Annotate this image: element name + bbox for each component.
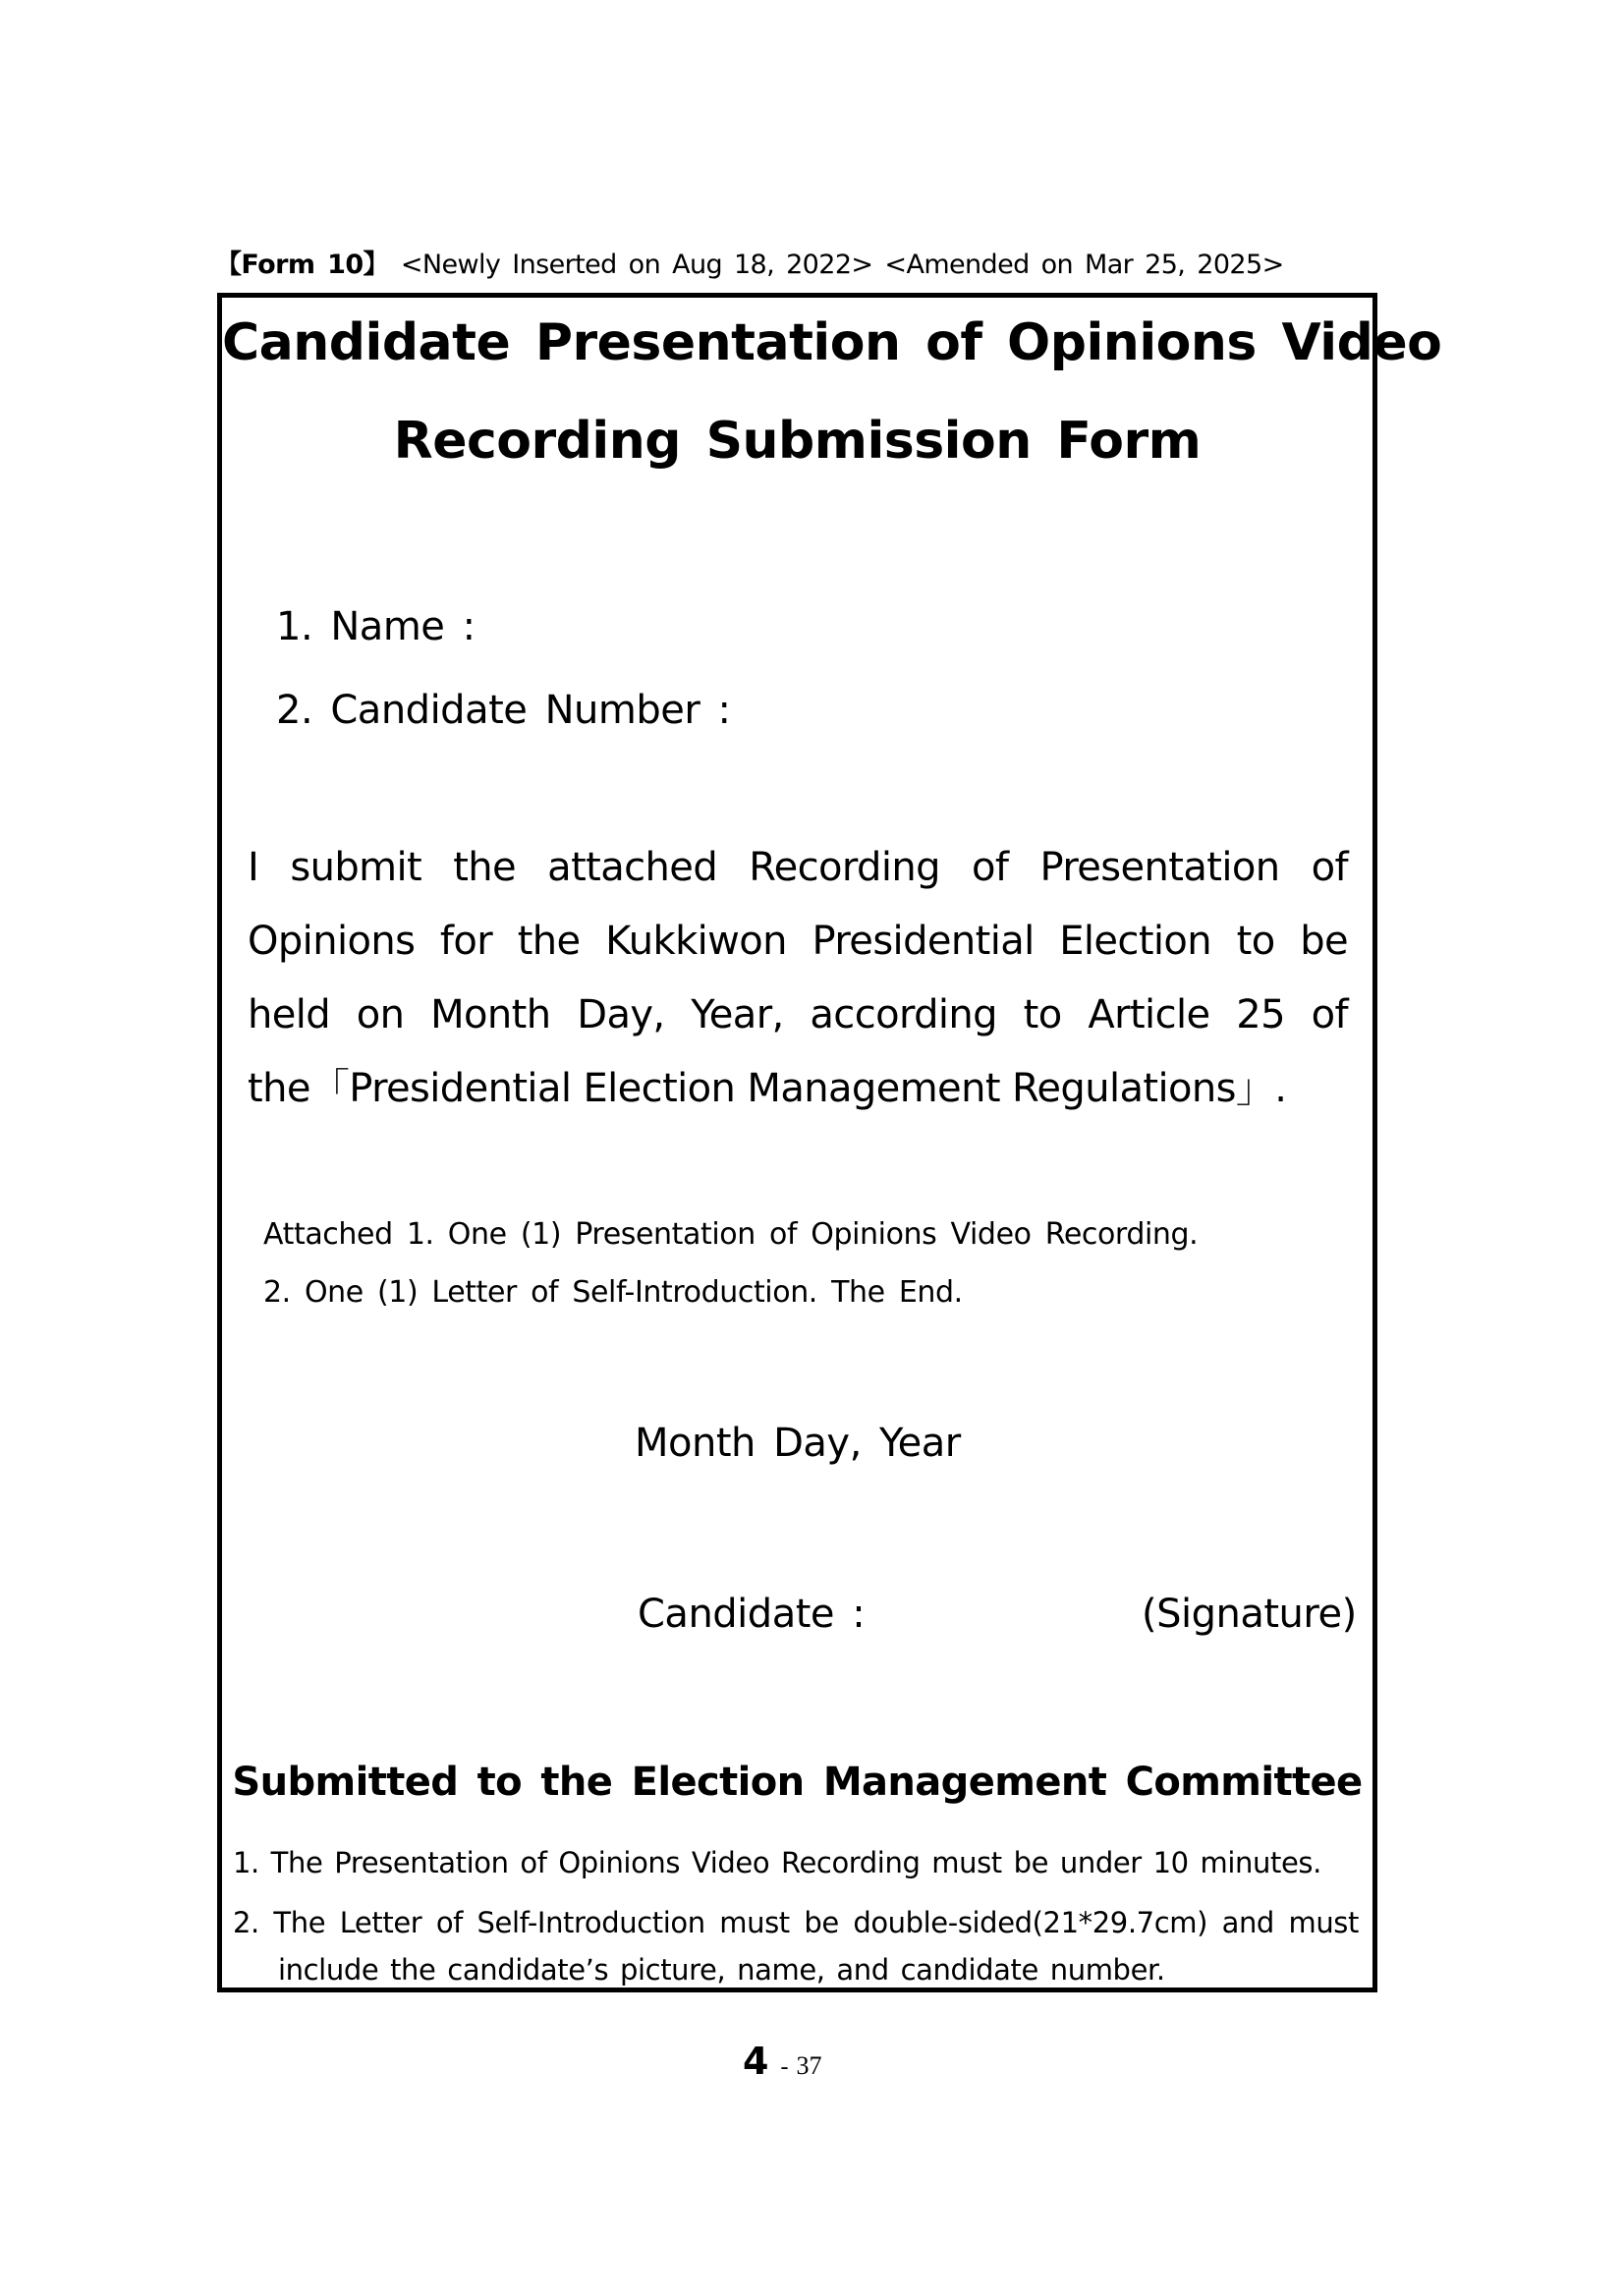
note-item-continuation: include the candidate’s picture, name, and candidate number. bbox=[278, 1953, 1165, 1987]
attachment-item: Attached 1. One (1) Presentation of Opinions Video Recording. bbox=[263, 1217, 1199, 1252]
statement-line: the「Presidential Election Management Regulations」. bbox=[248, 1066, 1287, 1111]
form-box bbox=[217, 293, 1442, 1992]
statement-line: Opinions for the Kukkiwon Presidential Election to be bbox=[248, 919, 1348, 964]
submitted-to-heading: Submitted to the Election Management Committee bbox=[232, 1760, 1363, 1805]
amended-note: <Amended on Mar 25, 2025> bbox=[884, 250, 1284, 280]
form-header bbox=[215, 248, 1284, 283]
form-title-line-2: Recording Submission Form bbox=[393, 412, 1202, 471]
name-field[interactable] bbox=[276, 603, 476, 650]
attachment-item: 2. One (1) Letter of Self-Introduction. The End. bbox=[263, 1275, 963, 1310]
page-number bbox=[743, 2040, 821, 2091]
inserted-note: <Newly Inserted on Aug 18, 2022> bbox=[400, 250, 873, 280]
candidate-number-field[interactable] bbox=[276, 687, 730, 734]
name-field-label: 1. Name : bbox=[276, 604, 476, 649]
note-item: 2. The Letter of Self-Introduction must be double-sided(21*29.7cm) and must bbox=[233, 1906, 1359, 1939]
note-item: 1. The Presentation of Opinions Video Recording must be under 10 minutes. bbox=[233, 1846, 1321, 1879]
candidate-number-field-label: 2. Candidate Number : bbox=[276, 688, 731, 733]
statement-line: held on Month Day, Year, according to Article 25 of bbox=[248, 992, 1348, 1037]
signature-field[interactable]: (Signature) bbox=[1142, 1592, 1357, 1637]
page-index: 37 bbox=[796, 2051, 822, 2080]
candidate-signature-label: Candidate : bbox=[638, 1592, 866, 1637]
form-title-line-1: Candidate Presentation of Opinions Video bbox=[222, 313, 1442, 372]
page-chapter: 4 bbox=[743, 2040, 769, 2083]
date-placeholder: Month Day, Year bbox=[635, 1421, 961, 1466]
page-separator: - bbox=[780, 2054, 789, 2080]
form-number: 【Form 10】 bbox=[215, 250, 389, 280]
statement-line: I submit the attached Recording of Presentation of bbox=[248, 845, 1348, 890]
